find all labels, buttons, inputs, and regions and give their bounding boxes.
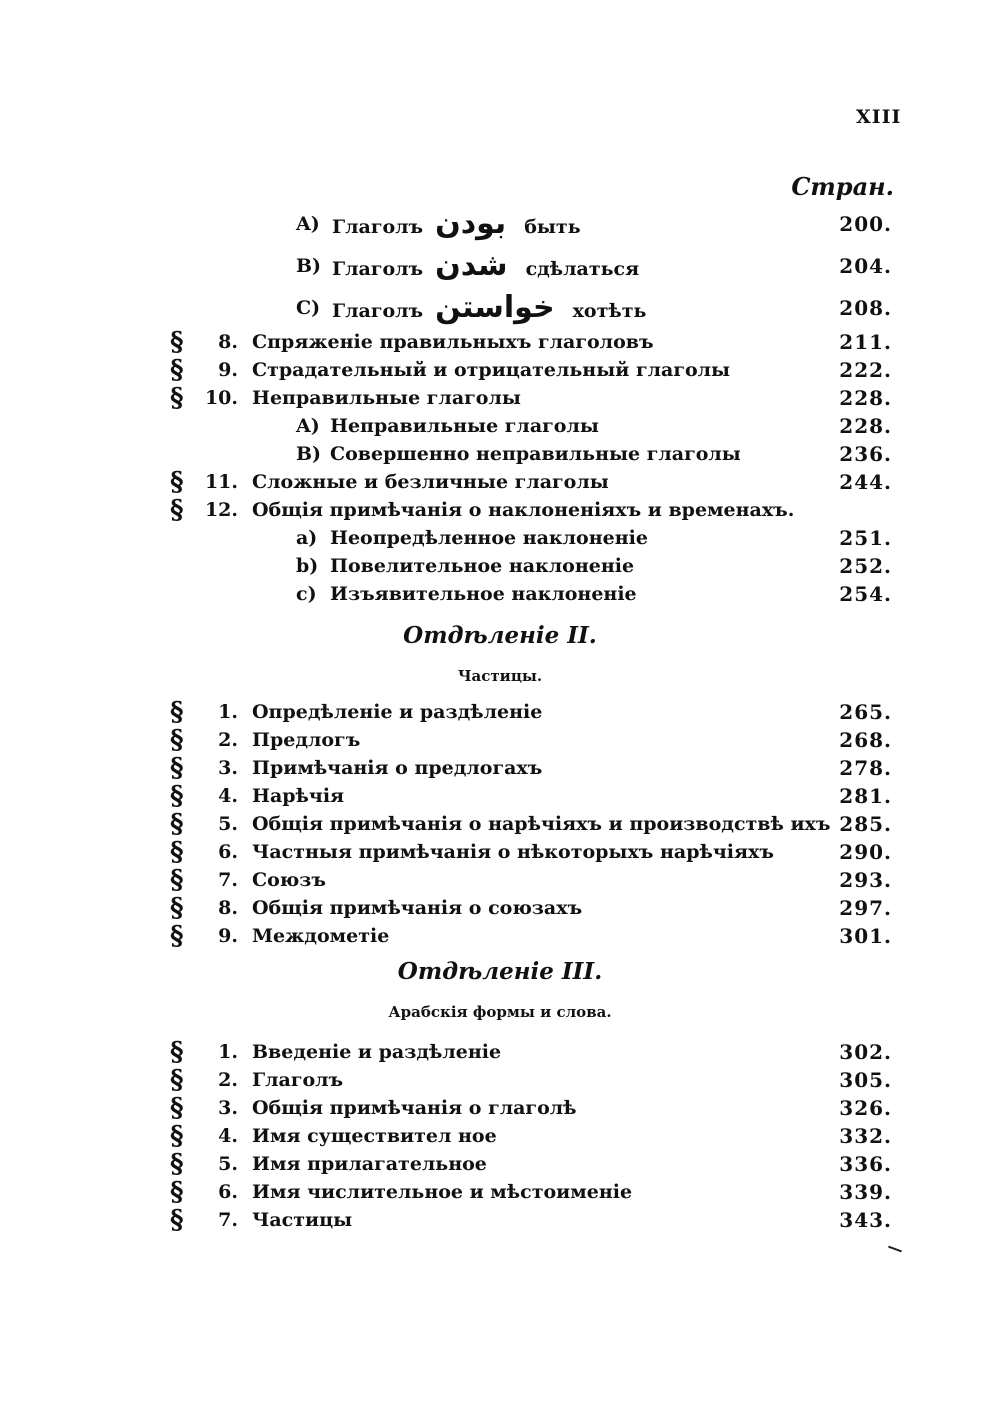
- section-sign: §: [170, 1177, 184, 1207]
- section-sign: §: [170, 1093, 184, 1123]
- section-sign: §: [170, 725, 184, 755]
- toc-entry: [0, 894, 1000, 922]
- entry-text: Общія примѣчанія о нарѣчіяхъ и производствѣ ихъ: [252, 813, 831, 835]
- verb-label: Глаголъ: [332, 216, 424, 238]
- verb-meaning: быть: [524, 216, 581, 238]
- entry-text: [332, 248, 640, 283]
- verb-label: Глаголъ: [332, 258, 424, 280]
- entry-number: 2.: [218, 1069, 238, 1091]
- page-number: XIII: [856, 106, 902, 128]
- section-sign: §: [170, 893, 184, 923]
- entry-number: 3.: [218, 757, 238, 779]
- toc-entry: [0, 468, 1000, 496]
- page-ref: 336.: [839, 1152, 892, 1176]
- arabic-word: خواستن: [435, 290, 555, 325]
- entry-marker: A): [296, 213, 320, 235]
- page-ref: 293.: [839, 868, 892, 892]
- page-ref: 297.: [839, 896, 892, 920]
- entry-text: Имя существител ное: [252, 1125, 497, 1147]
- arabic-word: بودن: [435, 206, 507, 241]
- sub-marker: B): [296, 443, 322, 465]
- toc-entry: [0, 412, 1000, 440]
- toc-entry: [0, 552, 1000, 580]
- page-ref: 208.: [839, 296, 892, 320]
- part-subheading-2: Частицы.: [457, 667, 543, 685]
- page-ref: 332.: [839, 1124, 892, 1148]
- entry-text: Имя прилагательное: [252, 1153, 487, 1175]
- toc-entry-verb-a: [0, 206, 1000, 241]
- toc-entry: [0, 782, 1000, 810]
- page-ref: 228.: [839, 386, 892, 410]
- entry-text: Неопредѣленное наклоненіе: [330, 527, 648, 549]
- section-sign: §: [170, 1205, 184, 1235]
- page-ref: 222.: [839, 358, 892, 382]
- entry-text: Введеніе и раздѣленіе: [252, 1041, 502, 1063]
- section-sign: §: [170, 383, 184, 413]
- page-ref: 204.: [839, 254, 892, 278]
- entry-number: 9.: [218, 925, 238, 947]
- page-ref: 326.: [839, 1096, 892, 1120]
- toc-entry: [0, 922, 1000, 950]
- entry-text: Частныя примѣчанія о нѣкоторыхъ нарѣчіяхъ: [252, 841, 774, 863]
- entry-number: 12.: [204, 499, 238, 521]
- verb-label: Глаголъ: [332, 300, 424, 322]
- toc-entry: [0, 1178, 1000, 1206]
- section-sign: §: [170, 921, 184, 951]
- entry-text: Страдательный и отрицательный глаголы: [252, 359, 731, 381]
- page-ref: 290.: [839, 840, 892, 864]
- toc-entry: [0, 1066, 1000, 1094]
- sub-marker: c): [296, 583, 317, 605]
- toc-entry: [0, 698, 1000, 726]
- page-ref: 302.: [839, 1040, 892, 1064]
- entry-number: 5.: [218, 1153, 238, 1175]
- section-sign: §: [170, 327, 184, 357]
- section-sign: §: [170, 753, 184, 783]
- toc-entry: [0, 754, 1000, 782]
- entry-text: Изъявительное наклоненіе: [330, 583, 637, 605]
- page-ref: 281.: [839, 784, 892, 808]
- section-sign: §: [170, 495, 184, 525]
- toc-entry: [0, 726, 1000, 754]
- section-sign: §: [170, 809, 184, 839]
- toc-entry: [0, 1150, 1000, 1178]
- part-heading-2: Отдѣленіе II.: [403, 622, 597, 649]
- entry-number: 1.: [218, 701, 238, 723]
- entry-text: Нарѣчія: [252, 785, 345, 807]
- page-ref: 254.: [839, 582, 892, 606]
- entry-number: 4.: [218, 1125, 238, 1147]
- page-ref: 285.: [839, 812, 892, 836]
- page-ref: 339.: [839, 1180, 892, 1204]
- section-sign: §: [170, 697, 184, 727]
- section-sign: §: [170, 1121, 184, 1151]
- stray-mark: [888, 1246, 902, 1253]
- entry-number: 7.: [218, 869, 238, 891]
- page-ref: 200.: [839, 212, 892, 236]
- page-ref: 211.: [839, 330, 892, 354]
- toc-entry: [0, 384, 1000, 412]
- entry-number: 8.: [218, 897, 238, 919]
- page-ref: 268.: [839, 728, 892, 752]
- entry-number: 4.: [218, 785, 238, 807]
- section-sign: §: [170, 1065, 184, 1095]
- toc-entry: [0, 580, 1000, 608]
- entry-text: Союзъ: [252, 869, 326, 891]
- page-ref: 236.: [839, 442, 892, 466]
- entry-number: 9.: [218, 359, 238, 381]
- section-sign: §: [170, 1037, 184, 1067]
- page-ref: 244.: [839, 470, 892, 494]
- page-ref: 305.: [839, 1068, 892, 1092]
- toc-entry-verb-b: [0, 248, 1000, 283]
- entry-text: Предлогъ: [252, 729, 361, 751]
- toc-entry: [0, 810, 1000, 838]
- entry-text: [332, 290, 647, 325]
- entry-number: 10.: [204, 387, 238, 409]
- entry-text: Сложные и безличные глаголы: [252, 471, 609, 493]
- entry-text: Совершенно неправильные глаголы: [330, 443, 741, 465]
- entry-text: Неправильные глаголы: [252, 387, 521, 409]
- entry-text: Повелительное наклоненіе: [330, 555, 635, 577]
- entry-marker: B): [296, 255, 322, 277]
- page-ref: 252.: [839, 554, 892, 578]
- section-sign: §: [170, 781, 184, 811]
- section-sign: §: [170, 1149, 184, 1179]
- sub-marker: a): [296, 527, 318, 549]
- entry-text: [332, 206, 581, 241]
- section-sign: §: [170, 467, 184, 497]
- entry-number: 11.: [204, 471, 238, 493]
- entry-number: 6.: [218, 1181, 238, 1203]
- entry-text: Общія примѣчанія о союзахъ: [252, 897, 583, 919]
- entry-text: Частицы: [252, 1209, 353, 1231]
- entry-text: Общія примѣчанія о наклоненіяхъ и временахъ.: [252, 499, 795, 521]
- verb-meaning: сдѣлаться: [525, 258, 640, 280]
- sub-marker: A): [296, 415, 320, 437]
- toc-entry: [0, 1094, 1000, 1122]
- entry-text: Общія примѣчанія о глаголѣ: [252, 1097, 577, 1119]
- section-sign: §: [170, 865, 184, 895]
- part-subheading-3: Арабскія формы и слова.: [388, 1003, 612, 1021]
- entry-number: 6.: [218, 841, 238, 863]
- entry-number: 5.: [218, 813, 238, 835]
- page-ref: 265.: [839, 700, 892, 724]
- page-ref: 343.: [839, 1208, 892, 1232]
- page-ref: 251.: [839, 526, 892, 550]
- section-sign: §: [170, 355, 184, 385]
- entry-number: 1.: [218, 1041, 238, 1063]
- page-ref: 278.: [839, 756, 892, 780]
- toc-entry: [0, 440, 1000, 468]
- entry-marker: C): [296, 297, 321, 319]
- toc-entry: [0, 1122, 1000, 1150]
- pages-column-header: Стран.: [791, 172, 894, 201]
- entry-text: Неправильные глаголы: [330, 415, 599, 437]
- section-sign: §: [170, 837, 184, 867]
- toc-entry: [0, 866, 1000, 894]
- toc-entry: [0, 496, 1000, 524]
- entry-number: 2.: [218, 729, 238, 751]
- entry-text: Спряженіе правильныхъ глаголовъ: [252, 331, 654, 353]
- arabic-word: شدن: [435, 248, 508, 283]
- verb-meaning: хотѣть: [572, 300, 647, 322]
- entry-number: 7.: [218, 1209, 238, 1231]
- toc-entry: [0, 328, 1000, 356]
- entry-text: Опредѣленіе и раздѣленіе: [252, 701, 543, 723]
- part-heading-3: Отдѣленіе III.: [397, 958, 603, 985]
- toc-entry: [0, 1206, 1000, 1234]
- toc-entry: [0, 524, 1000, 552]
- entry-text: Глаголъ: [252, 1069, 344, 1091]
- entry-text: Примѣчанія о предлогахъ: [252, 757, 543, 779]
- sub-marker: b): [296, 555, 319, 577]
- toc-entry: [0, 1038, 1000, 1066]
- entry-number: 3.: [218, 1097, 238, 1119]
- page-ref: 228.: [839, 414, 892, 438]
- entry-text: Междометіе: [252, 925, 390, 947]
- entry-number: 8.: [218, 331, 238, 353]
- page-ref: 301.: [839, 924, 892, 948]
- toc-entry-verb-c: [0, 290, 1000, 325]
- toc-entry: [0, 356, 1000, 384]
- entry-text: Имя числительное и мѣстоименіе: [252, 1181, 633, 1203]
- toc-entry: [0, 838, 1000, 866]
